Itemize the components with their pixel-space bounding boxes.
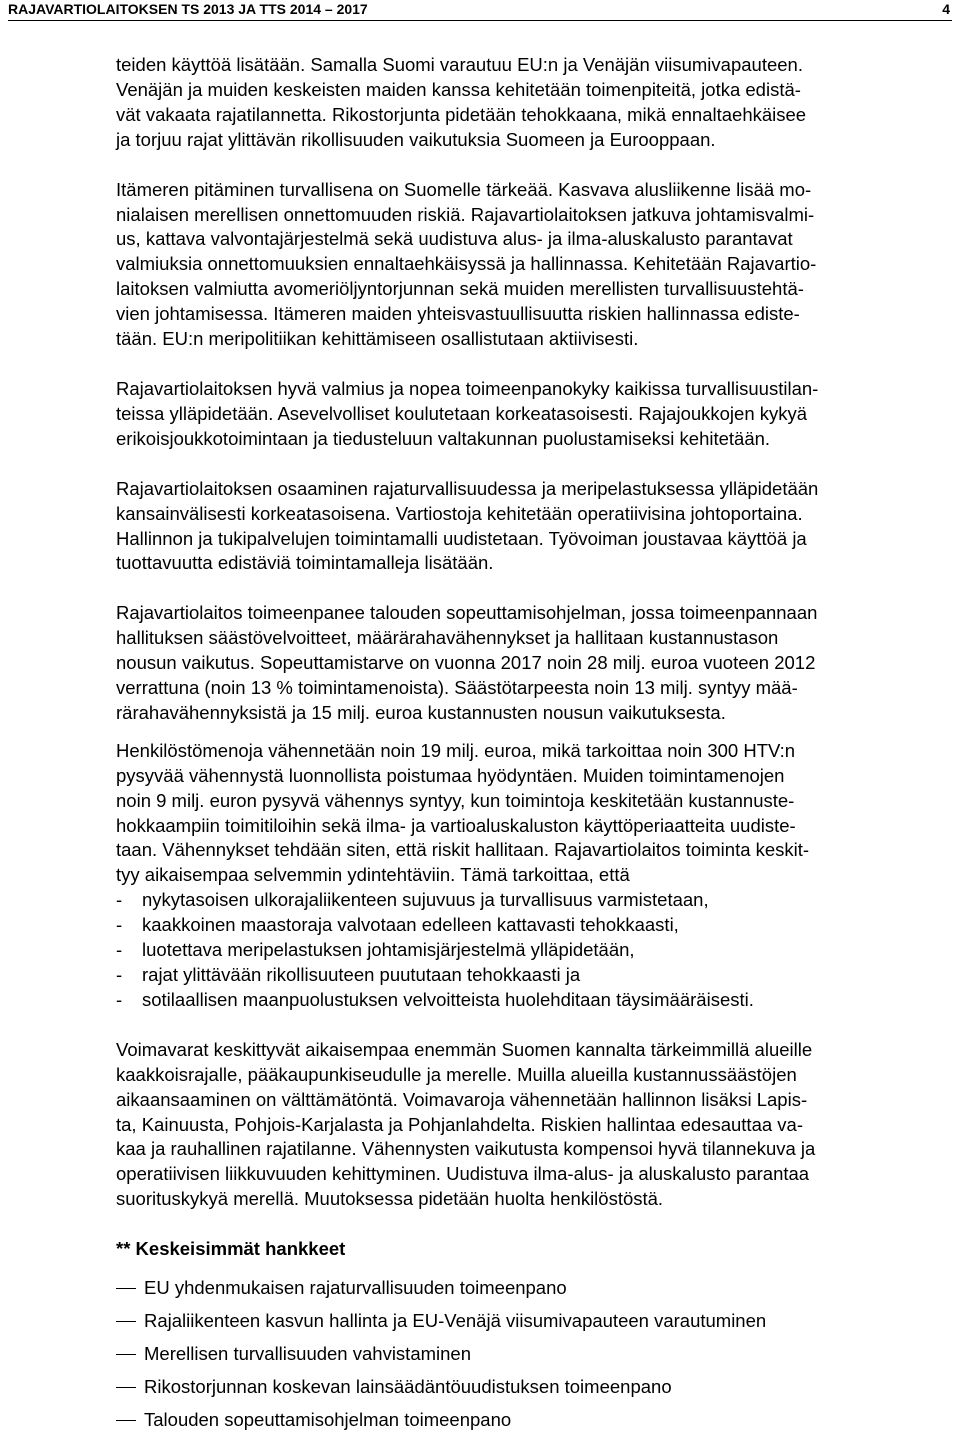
project-item-text: Rajaliikenteen kasvun hallinta ja EU-Venäjä viisumivapauteen varautuminen [144, 1310, 767, 1332]
text-line: noin 9 milj. euron pysyvä vähennys syntyy, kun toimintoja keskitetään kustannuste- [116, 789, 795, 811]
list-item [116, 888, 954, 913]
dash-bullet: - [116, 889, 123, 911]
em-dash-bullet [116, 1420, 136, 1421]
text-line: valmiuksia onnettomuuksien ennaltaehkäisyssä ja hallinnassa. Kehitetään Rajavartio- [116, 253, 817, 275]
page-header [8, 0, 952, 21]
list-item [116, 938, 954, 963]
text-line: suorituskykyä merellä. Muutoksessa pidetään huolta henkilöstöstä. [116, 1188, 664, 1210]
list-item-text: kaakkoinen maastoraja valvotaan edelleen kattavasti tehokkaasti, [142, 914, 679, 936]
project-item [116, 1370, 954, 1403]
text-line: Venäjän ja muiden keskeisten maiden kanssa kehitetään toimenpiteitä, jotka edistä- [116, 78, 801, 100]
text-line: kaakkoisrajalle, pääkaupunkiseudulle ja merelle. Muilla alueilla kustannussäästöjen [116, 1063, 797, 1085]
dash-bullet: - [116, 939, 123, 961]
list-item-text: rajat ylittävään rikollisuuteen puututaan tehokkaasti ja [142, 964, 581, 985]
text-line: Rajavartiolaitos toimeenpanee talouden sopeuttamisohjelman, jossa toimeenpannaan [116, 602, 818, 624]
project-item-text: Merellisen turvallisuuden vahvistaminen [144, 1343, 471, 1365]
text-line: verrattuna (noin 13 % toimintamenoista). Säästötarpeesta noin 13 milj. syntyy mää- [116, 677, 798, 699]
list-item [116, 963, 954, 988]
text-line: Itämeren pitäminen turvallisena on Suomelle tärkeää. Kasvava alusliikenne lisää mo- [116, 178, 812, 200]
list-item-text: luotettava meripelastuksen johtamisjärjestelmä ylläpidetään, [142, 939, 635, 961]
projects-heading: ** Keskeisimmät hankkeet [116, 1238, 346, 1260]
measures-list [116, 888, 954, 1013]
project-item [116, 1337, 954, 1370]
text-line: hallituksen säästövelvoitteet, määrärahavähennykset ja hallitaan kustannustason [116, 627, 779, 649]
document-title: RAJAVARTIOLAITOKSEN TS 2013 JA TTS 2014 – 2017 [8, 1, 368, 17]
paragraph-5 [116, 601, 954, 726]
text-line: erikoisjoukkotoimintaan ja tiedusteluun valtakunnan puolustamiseksi kehitetään. [116, 427, 771, 449]
list-item [116, 988, 954, 1013]
text-line: vät vakaata rajatilannetta. Rikostorjunta pidetään tehokkaana, mikä ennaltaehkäisee [116, 103, 807, 125]
project-item [116, 1403, 954, 1436]
em-dash-bullet [116, 1321, 136, 1322]
text-line: kansainvälisesti korkeatasoisena. Vartiostoja kehitetään operatiivisina johtoportaina. [116, 502, 803, 524]
page-number: 4 [942, 1, 950, 17]
em-dash-bullet [116, 1354, 136, 1355]
text-line: ta, Kainuusta, Pohjois-Karjalasta ja Pohjanlahdelta. Riskien hallintaa edesauttaa va- [116, 1113, 803, 1135]
paragraph-6 [116, 739, 954, 888]
text-line: rärahavähennyksistä ja 15 milj. euroa kustannusten nousun vaikutuksesta. [116, 701, 726, 723]
projects-list [116, 1271, 954, 1436]
paragraph-7 [116, 1038, 954, 1212]
text-line: operatiivisen liikkuvuuden kehittyminen. Uudistuva ilma-alus- ja aluskalusto parantaa [116, 1163, 810, 1185]
project-item-text: Rikostorjunnan koskevan lainsäädäntöuudistuksen toimeenpano [144, 1376, 672, 1398]
text-line: us, kattava valvontajärjestelmä sekä uudistuva alus- ja ilma-aluskalusto parantavat [116, 228, 793, 250]
text-line: Rajavartiolaitoksen hyvä valmius ja nopea toimeenpanokyky kaikissa turvallisuustilan- [116, 377, 819, 399]
text-line: teissa ylläpidetään. Asevelvolliset koulutetaan korkeatasoisesti. Rajajoukkojen kykyä [116, 402, 808, 424]
em-dash-bullet [116, 1387, 136, 1388]
text-line: nialaisen merellisen onnettomuuden riskiä. Rajavartiolaitoksen jatkuva johtamisvalmi- [116, 203, 815, 225]
project-item-text: Talouden sopeuttamisohjelman toimeenpano [144, 1409, 512, 1431]
text-line: vien johtamisessa. Itämeren maiden yhteisvastuullisuutta riskien hallinnassa ediste- [116, 303, 800, 325]
project-item-text: EU yhdenmukaisen rajaturvallisuuden toimeenpano [144, 1277, 567, 1299]
project-item [116, 1271, 954, 1304]
paragraph-2 [116, 178, 954, 352]
text-line: Hallinnon ja tukipalvelujen toimintamalli uudistetaan. Työvoiman joustavaa käyttöä ja [116, 527, 807, 549]
em-dash-bullet [116, 1288, 136, 1289]
paragraph-4 [116, 477, 954, 577]
text-line: kaa ja rauhallinen rajatilanne. Vähennysten vaikutusta kompensoi hyvä tilannekuva ja [116, 1138, 816, 1160]
text-line: tuottavuutta edistäviä toimintamalleja lisätään. [116, 552, 494, 574]
text-line: nousun vaikutus. Sopeuttamistarve on vuonna 2017 noin 28 milj. euroa vuoteen 2012 [116, 652, 816, 674]
text-line: taan. Vähennykset tehdään siten, että riskit hallitaan. Rajavartiolaitos toiminta keskit- [116, 839, 810, 861]
text-line: teiden käyttöä lisätään. Samalla Suomi varautuu EU:n ja Venäjän viisumivapauteen. [116, 54, 803, 75]
list-item-text: sotilaallisen maanpuolustuksen velvoitteista huolehditaan täysimääräisesti. [142, 988, 754, 1010]
text-line: tyy aikaisempaa selvemmin ydintehtäviin. Tämä tarkoittaa, että [116, 864, 630, 886]
text-line: tään. EU:n meripolitiikan kehittämiseen osallistutaan aktiivisesti. [116, 328, 639, 350]
dash-bullet: - [116, 914, 123, 936]
text-line: hokkaampiin toimitiloihin sekä ilma- ja vartioaluskaluston käyttöperiaatteita uudiste- [116, 814, 796, 836]
paragraph-1 [116, 53, 954, 153]
list-item [116, 913, 954, 938]
text-line: pysyvää vähennystä luonnollista poistumaa hyödyntäen. Muiden toimintamenojen [116, 764, 785, 786]
project-item [116, 1304, 954, 1337]
dash-bullet: - [116, 964, 123, 985]
document-body [116, 53, 954, 1436]
text-line: Voimavarat keskittyvät aikaisempaa enemmän Suomen kannalta tärkeimmillä alueille [116, 1038, 813, 1060]
text-line: aikaansaaminen on välttämätöntä. Voimavaroja vähennetään hallinnon lisäksi Lapis- [116, 1088, 808, 1110]
list-item-text: nykytasoisen ulkorajaliikenteen sujuvuus ja turvallisuus varmistetaan, [142, 889, 709, 911]
text-line: laitoksen valmiutta avomeriöljyntorjunnan sekä muiden merellisten turvallisuustehtä- [116, 278, 804, 300]
text-line: Rajavartiolaitoksen osaaminen rajaturvallisuudessa ja meripelastuksessa ylläpidetään [116, 477, 819, 499]
text-line: ja torjuu rajat ylittävän rikollisuuden vaikutuksia Suomeen ja Eurooppaan. [116, 128, 716, 150]
dash-bullet: - [116, 988, 123, 1010]
paragraph-3 [116, 377, 954, 452]
text-line: Henkilöstömenoja vähennetään noin 19 milj. euroa, mikä tarkoittaa noin 300 HTV:n [116, 739, 796, 761]
